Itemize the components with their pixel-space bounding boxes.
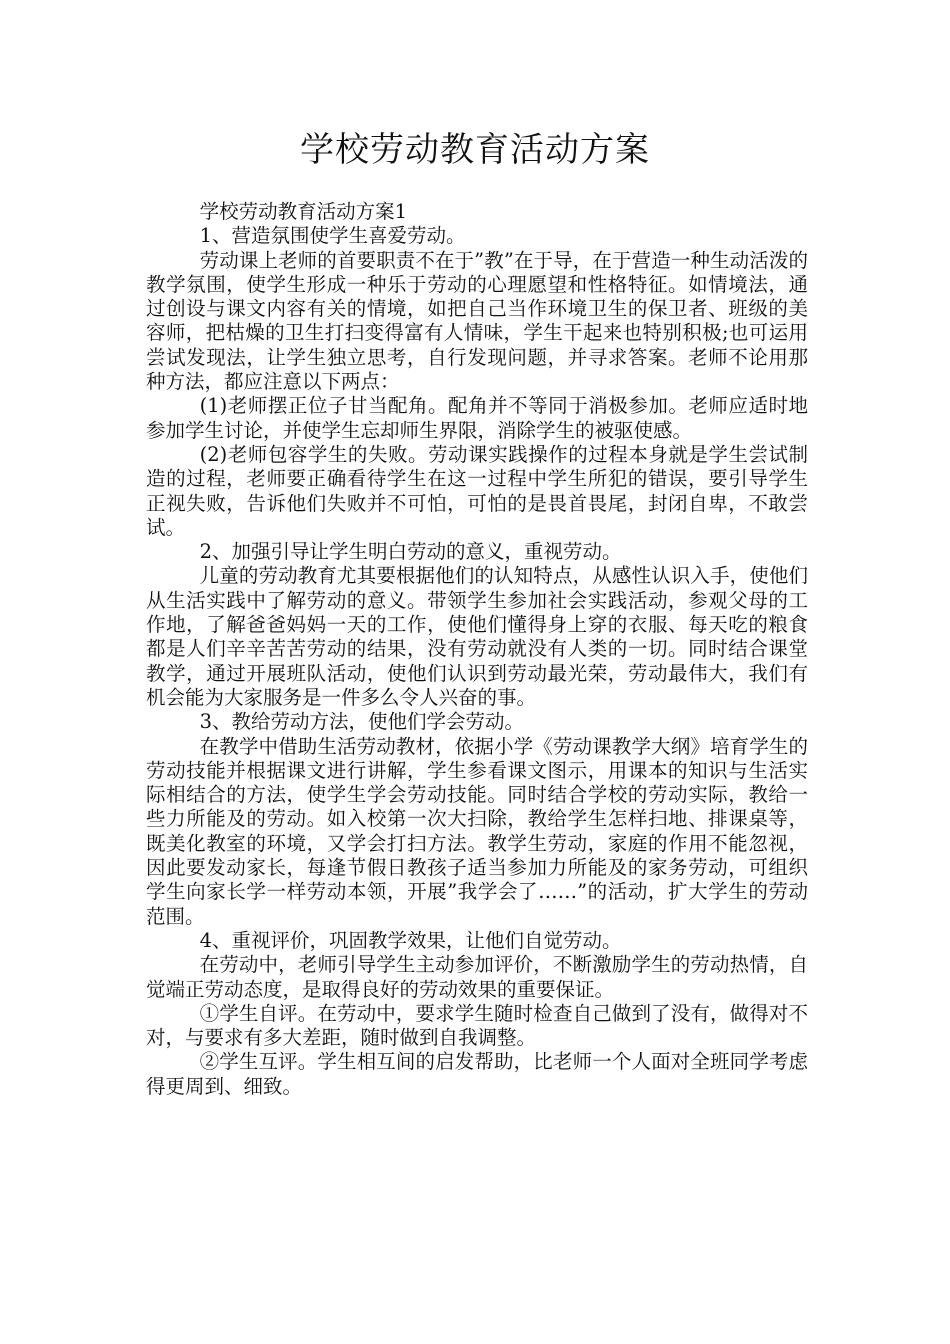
paragraph: 儿童的劳动教育尤其要根据他们的认知特点，从感性认识入手，使他们从生活实践中了解劳动的意义。带领学生参加社会实践活动，参观父母的工作地，了解爸爸妈妈一天的工作，使他们懂得身上穿的衣服、每天吃的粮食都是人们辛辛苦苦劳动的结果，没有劳动就没有人类的一切。同时结合课堂教学，通过开展班队活动，使他们认识到劳动最光荣，劳动最伟大，我们有机会能为大家服务是一件多么令人兴奋的事。 bbox=[146, 564, 808, 709]
paragraph: (2)老师包容学生的失败。劳动课实践操作的过程本身就是学生尝试制造的过程，老师要正确看待学生在这一过程中学生所犯的错误，要引导学生正视失败，告诉他们失败并不可怕，可怕的是畏首畏尾，封闭自卑，不敢尝试。 bbox=[146, 442, 808, 539]
paragraph: 在劳动中，老师引导学生主动参加评价，不断激励学生的劳动热情，自觉端正劳动态度，是取得良好的劳动效果的重要保证。 bbox=[146, 953, 808, 1001]
paragraph: 劳动课上老师的首要职责不在于”教”在于导，在于营造一种生动活泼的教学氛围，使学生形成一种乐于劳动的心理愿望和性格特征。如情境法，通过创设与课文内容有关的情境，如把自己当作环境卫生的保卫者、班级的美容师，把枯燥的卫生打扫变得富有人情味，学生干起来也特别积极;也可运用尝试发现法，让学生独立思考，自行发现问题，并寻求答案。老师不论用那种方法，都应注意以下两点： bbox=[146, 248, 808, 394]
subheading-4: 4、重视评价，巩固教学效果，让他们自觉劳动。 bbox=[199, 928, 622, 952]
subheading-3: 3、教给劳动方法，使他们学会劳动。 bbox=[199, 710, 525, 734]
subheading-2: 2、加强引导让学生明白劳动的意义，重视劳动。 bbox=[199, 540, 622, 564]
section-heading: 学校劳动教育活动方案1 bbox=[199, 200, 408, 223]
paragraph: 在教学中借助生活劳动教材，依据小学《劳动课教学大纲》培育学生的劳动技能并根据课文进行讲解，学生参看课文图示，用课本的知识与生活实际相结合的方法，使学生学会劳动技能。同时结合学校的劳动实际，教给一些力所能及的劳动。如入校第一次大扫除，教给学生怎样扫地、排课桌等，既美化教室的环境，又学会打扫方法。教学生劳动，家庭的作用不能忽视，因此要发动家长，每逢节假日教孩子适当参加力所能及的家务劳动，可组织学生向家长学一样劳动本领，开展”我学会了……”的活动，扩大学生的劳动范围。 bbox=[146, 734, 808, 928]
document-body bbox=[146, 200, 808, 1099]
document-title: 学校劳动教育活动方案 bbox=[300, 130, 650, 170]
paragraph: (1)老师摆正位子甘当配角。配角并不等同于消极参加。老师应适时地参加学生讨论，并使学生忘却师生界限，消除学生的被驱使感。 bbox=[146, 394, 808, 442]
paragraph: ①学生自评。在劳动中，要求学生随时检查自己做到了没有，做得对不对，与要求有多大差距，随时做到自我调整。 bbox=[146, 1001, 808, 1050]
subheading-1: 1、营造氛围使学生喜爱劳动。 bbox=[199, 224, 466, 248]
paragraph: ②学生互评。学生相互间的启发帮助，比老师一个人面对全班同学考虑得更周到、细致。 bbox=[146, 1050, 808, 1098]
